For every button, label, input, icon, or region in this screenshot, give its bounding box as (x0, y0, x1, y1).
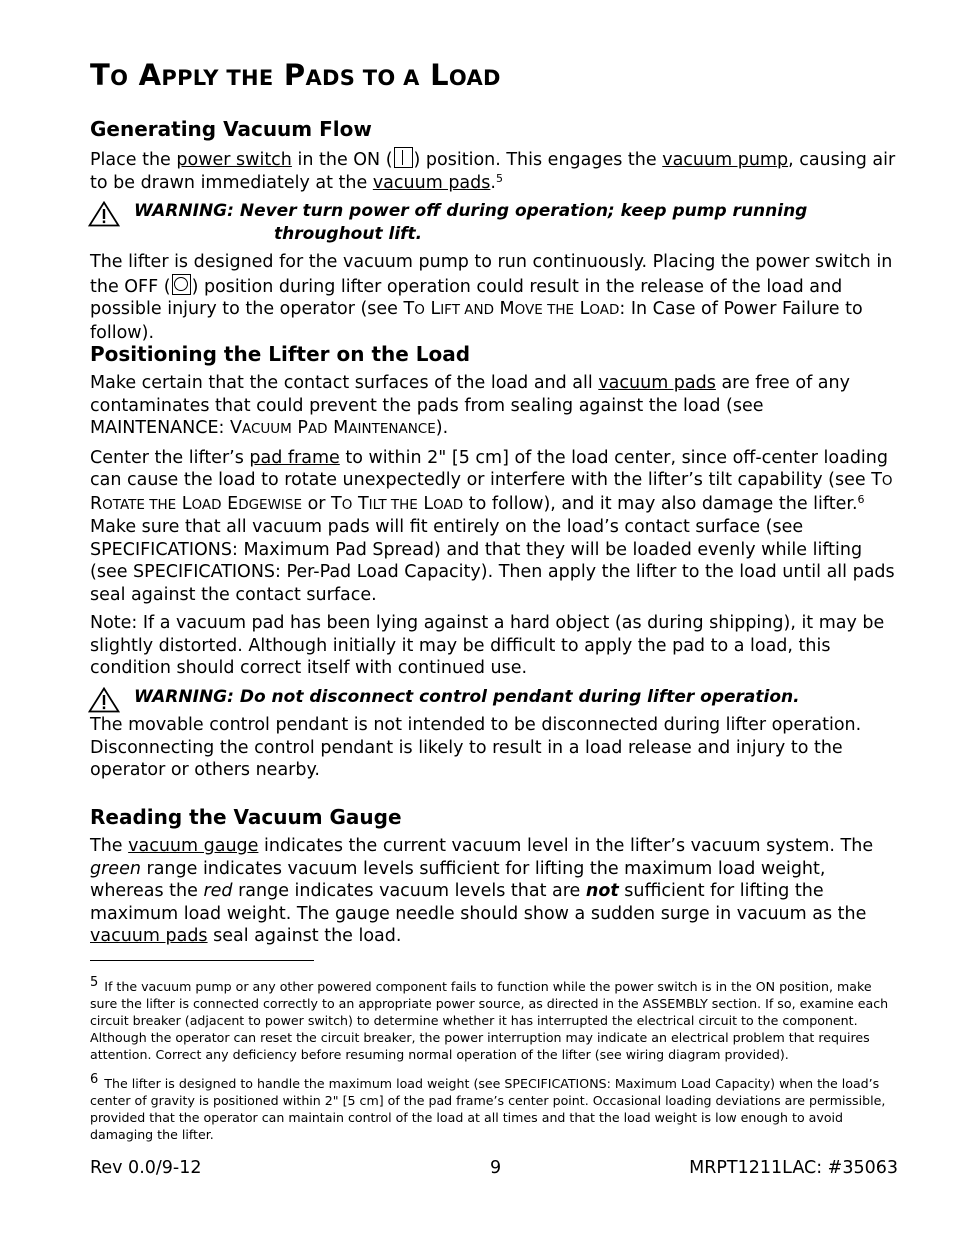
section-reading-vacuum-gauge (90, 804, 898, 954)
section-generating-vacuum-flow (90, 116, 898, 350)
warning-text: WARNING: Never turn power off during operation; keep pump running (134, 201, 808, 221)
paragraph: The movable control pendant is not intended to be disconnected during lifter operation. Disconnecting the control pendant is likely to result in a load release and injury to the operator or others nearby. (90, 715, 862, 780)
footnote-ref: 5 (495, 171, 503, 185)
warning-text: WARNING: Do not disconnect control pendant during lifter operation. (134, 686, 800, 707)
footnote: 6 The lifter is designed to handle the maximum load weight (see SPECIFICATIONS: Maximum Load Capacity) when the load’s center of gravity is positioned within 2" [5 cm] of the pad frame’s center point. Occasional loading deviations are permissible, provided that the operator can maintain control of the load at all times and that the load weight is low enough to avoid damaging the lifter. (90, 1072, 886, 1142)
term-link: vacuum pads (598, 373, 716, 393)
paragraph: The lifter is designed for the vacuum pump to run continuously. Placing the power switch in the OFF ( ) position during lifter operation could result in the release of the load and possible injury to the operator (see TO LIFT AND MOVE THE LOAD: In Case of Power Failure to follow). (90, 252, 893, 343)
term-link: vacuum pads (372, 172, 491, 193)
footnote-ref: 6 (857, 492, 865, 506)
section-heading: Generating Vacuum Flow (90, 117, 372, 141)
term-link: power switch (176, 150, 292, 170)
warning-triangle-icon (88, 201, 120, 227)
power-off-symbol-icon (172, 274, 191, 295)
revision-label: Rev 0.0/9-12 (90, 1158, 202, 1178)
warning-block (90, 686, 898, 709)
paragraph: Note: If a vacuum pad has been lying against a hard object (as during shipping), it may be slightly distorted. Although initially it may be difficult to apply the pad to a load, this condition should correct itself with continued use. (90, 613, 885, 678)
term-link: pad frame (249, 447, 340, 468)
section-heading: Positioning the Lifter on the Load (90, 342, 471, 366)
footnote: 5 If the vacuum pump or any other powered component fails to function while the power switch is in the ON position, make sure the lifter is connected correctly to an appropriate power source, as directed in the ASSEMBLY section. If so, examine each circuit breaker (adjacent to power switch) to determine whether it has interrupted the electrical circuit to the component. Although the operator can reset the circuit breaker, the power interruption may indicate an electrical problem that requires attention. Correct any deficiency before resuming normal operation of the lifter (see wiring diagram provided). (90, 975, 889, 1062)
paragraph: Place the power switch in the ON ( ) position. This engages the vacuum pump, causing air to be drawn immediately at the vacuum pads.$^5$ (90, 147, 898, 194)
paragraph: The vacuum gauge indicates the current vacuum level in the lifter’s vacuum system. The green range indicates vacuum levels sufficient for lifting the maximum load weight, whereas the red range indicates vacuum levels that are not sufficient for lifting the maximum load weight. The gauge needle should show a sudden surge in vacuum as the vacuum pads seal against the load. (90, 836, 874, 946)
footnote-divider (90, 960, 314, 961)
page-title: TO APPLY THE PADS TO A LOAD (90, 58, 501, 92)
section-heading: Reading the Vacuum Gauge (90, 805, 402, 829)
term-link: vacuum gauge (128, 836, 259, 856)
paragraph: Make certain that the contact surfaces of the load and all vacuum pads are free of any contaminates that could prevent the pads from sealing against the load (see MAINTENANCE: VACUUM PAD MAINTENANCE). (90, 373, 850, 438)
power-on-symbol-icon (394, 147, 413, 168)
term-link: vacuum pads (90, 926, 208, 946)
warning-block (90, 200, 898, 245)
warning-text-cont: throughout lift. (274, 223, 423, 244)
warning-triangle-icon (88, 687, 120, 713)
document-id: MRPT1211LAC: #35063 (689, 1158, 898, 1178)
paragraph: Center the lifter’s pad frame to within 2" [5 cm] of the load center, since off-center loading can cause the load to rotate unexpectedly or interfere with the lifter’s tilt capability (see TO ROTATE THE LOAD EDGEWISE or TO TILT THE LOAD to follow), and it may also damage the lifter.$^6$ Make sure that all vacuum pads will fit entirely on the load’s contact surface (see SPECIFICATIONS: Maximum Pad Spread) and that they will be loaded evenly while lifting (see SPECIFICATIONS: Per-Pad Load Capacity). Then apply the lifter to the load until all pads seal against the contact surface. (90, 447, 895, 605)
section-positioning-lifter (90, 341, 898, 788)
term-link: vacuum pump (662, 150, 789, 170)
page-number: 9 (490, 1158, 502, 1178)
